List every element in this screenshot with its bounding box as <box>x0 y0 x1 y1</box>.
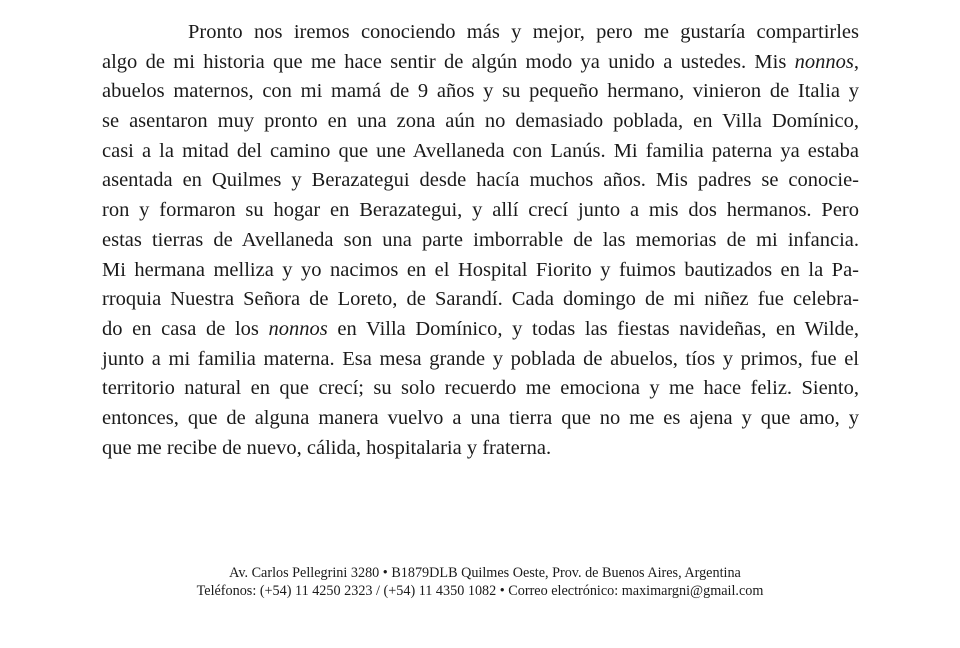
text-line: junto a mi familia materna. Esa mesa grande y poblada de abuelos, tíos y primos, fue el <box>102 347 859 370</box>
text-line: rroquia Nuestra Señora de Loreto, de Sarandí. Cada domingo de mi niñez fue celebra- <box>102 288 859 311</box>
text-line: se asentaron muy pronto en una zona aún no demasiado poblada, en Villa Domínico, <box>102 110 859 133</box>
footer-contact: Teléfonos: (+54) 11 4250 2323 / (+54) 11 4350 1082 • Correo electrónico: maximargni@gmail.com <box>196 583 764 599</box>
text-line: Mi hermana melliza y yo nacimos en el Hospital Fiorito y fuimos bautizados en la Pa- <box>102 258 859 281</box>
text-line: que me recibe de nuevo, cálida, hospitalaria y fraterna. <box>102 436 552 459</box>
text-line: algo de mi historia que me hace sentir de algún modo ya unido a ustedes. Mis nonnos, <box>102 50 859 73</box>
footer-address: Av. Carlos Pellegrini 3280 • B1879DLB Quilmes Oeste, Prov. de Buenos Aires, Argentina <box>229 565 741 581</box>
letterhead-footer <box>0 564 960 600</box>
text-line: asentada en Quilmes y Berazategui desde hacía muchos años. Mis padres se conocie- <box>102 169 859 192</box>
letter-body <box>102 18 859 463</box>
text-line: ron y formaron su hogar en Berazategui, y allí crecí junto a mis dos hermanos. Pero <box>102 199 859 222</box>
text-line: casi a la mitad del camino que une Avellaneda con Lanús. Mi familia paterna ya estaba <box>102 139 859 162</box>
text-line: do en casa de los nonnos en Villa Domínico, y todas las fiestas navideñas, en Wilde, <box>102 317 859 340</box>
text-line: abuelos maternos, con mi mamá de 9 años y su pequeño hermano, vinieron de Italia y <box>102 80 859 103</box>
text-line: estas tierras de Avellaneda son una parte imborrable de las memorias de mi infancia. <box>102 228 859 251</box>
text-line: territorio natural en que crecí; su solo recuerdo me emociona y me hace feliz. Siento, <box>102 377 859 400</box>
text-line: Pronto nos iremos conociendo más y mejor, pero me gustaría compartirles <box>188 21 859 43</box>
text-line: entonces, que de alguna manera vuelvo a una tierra que no me es ajena y que amo, y <box>102 406 859 429</box>
